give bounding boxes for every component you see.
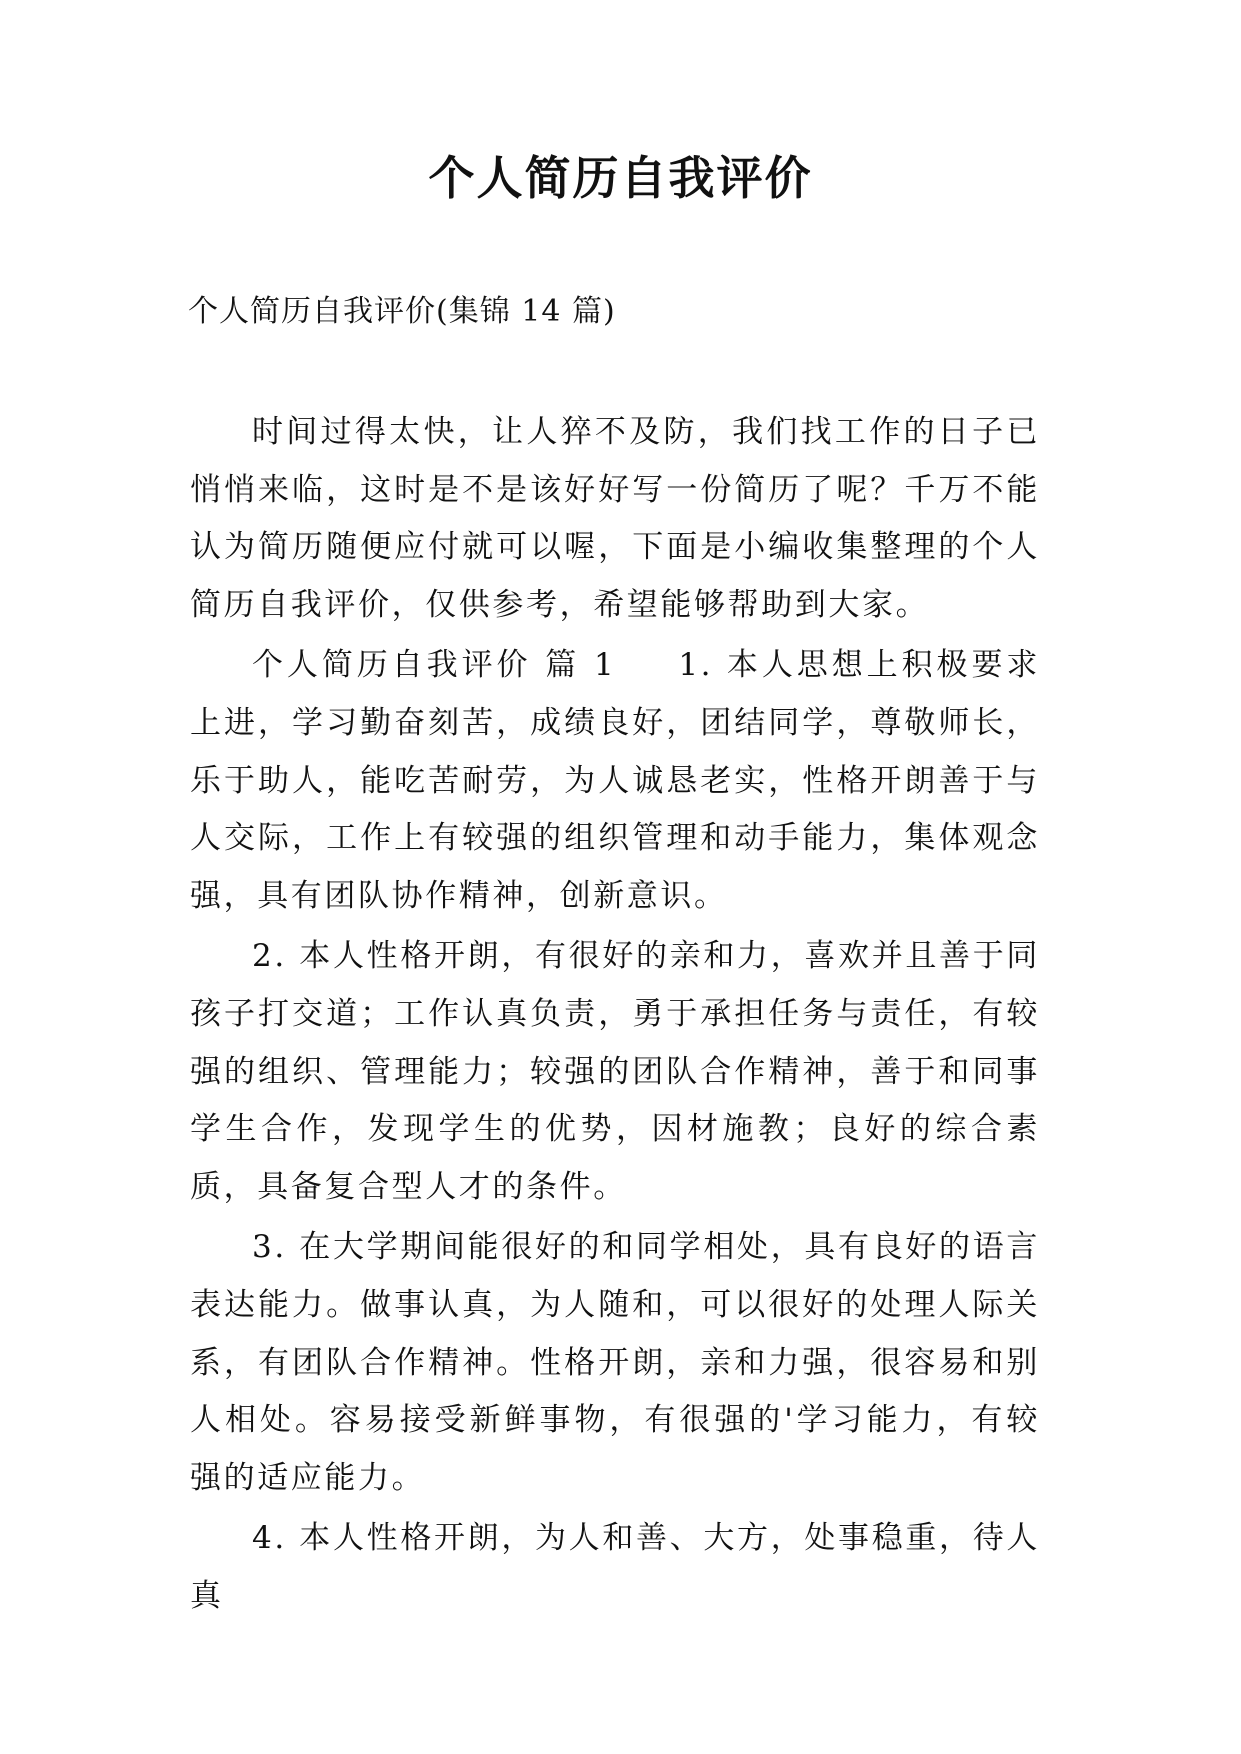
intro-paragraph: 时间过得太快，让人猝不及防，我们找工作的日子已悄悄来临，这时是不是该好好写一份简历了呢？千万不能认为简历随便应付就可以喔，下面是小编收集整理的个人简历自我评价，仅供参考，希望能够帮助到大家。	[190, 414, 1040, 623]
page-title: 个人简历自我评价	[428, 151, 813, 205]
document-subtitle: 个人简历自我评价(集锦 14 篇)	[188, 294, 616, 329]
list-item: 2. 本人性格开朗，有很好的亲和力，喜欢并且善于同孩子打交道；工作认真负责，勇于承担任务与责任，有较强的组织、管理能力；较强的团队合作精神，善于和同事学生合作，发现学生的优势，因材施教；良好的综合素质，具备复合型人才的条件。	[190, 938, 1040, 1205]
section-1-paragraph	[190, 637, 1040, 925]
section-heading: 个人简历自我评价 篇 1	[252, 647, 617, 684]
list-item: 4. 本人性格开朗，为人和善、大方，处事稳重，待人真	[190, 1520, 1040, 1614]
document-body	[190, 404, 1040, 1625]
list-item: 1. 本人思想上积极要求上进，学习勤奋刻苦，成绩良好，团结同学，尊敬师长，乐于助人，能吃苦耐劳，为人诚恳老实，性格开朗善于与人交际，工作上有较强的组织管理和动手能力，集体观念强，具有团队协作精神，创新意识。	[190, 647, 1040, 914]
list-item: 3. 在大学期间能很好的和同学相处，具有良好的语言表达能力。做事认真，为人随和，可以很好的处理人际关系，有团队合作精神。性格开朗，亲和力强，很容易和别人相处。容易接受新鲜事物，有很强的'学习能力，有较强的适应能力。	[190, 1229, 1040, 1496]
